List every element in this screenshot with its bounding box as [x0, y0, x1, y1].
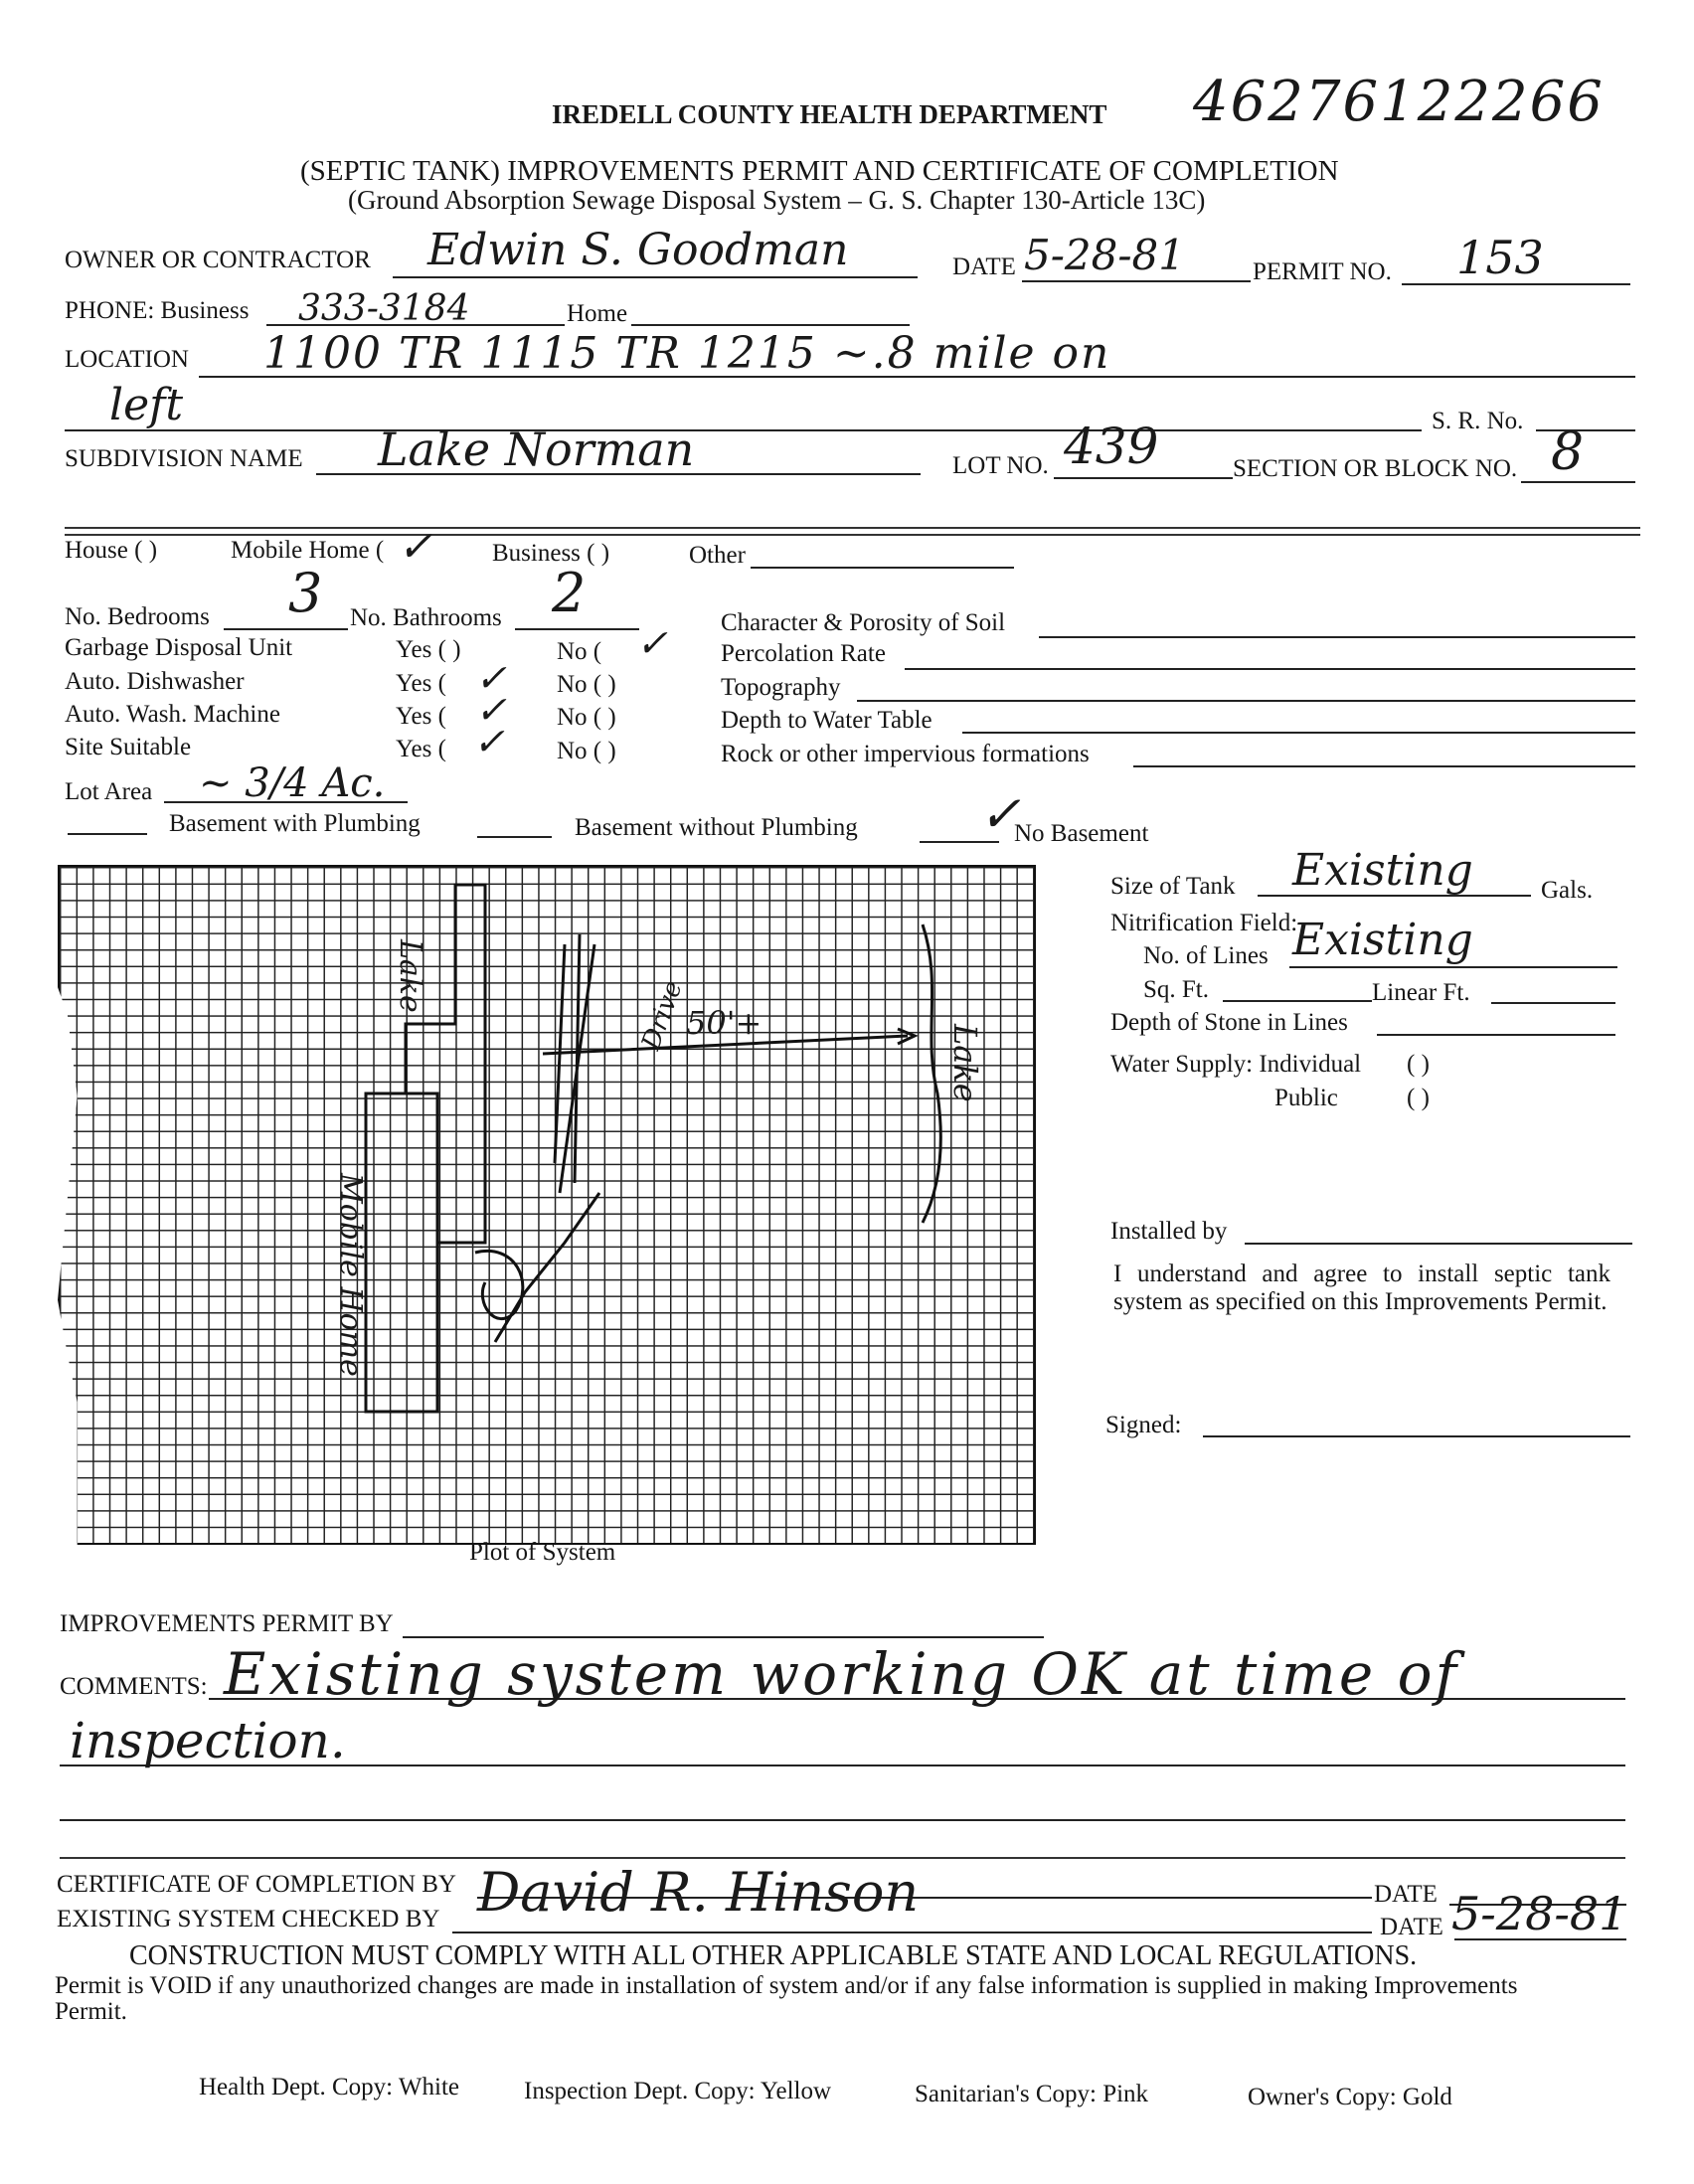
- installed-by-label: Installed by: [1110, 1218, 1228, 1245]
- basement-without-label[interactable]: Basement without Plumbing: [575, 814, 858, 841]
- divider-1: [65, 527, 1640, 529]
- lines-line: [1289, 966, 1617, 968]
- other-line: [751, 567, 1014, 569]
- copy-health: Health Dept. Copy: White: [199, 2074, 459, 2100]
- owner-line: [393, 276, 918, 278]
- date-label: DATE: [952, 253, 1016, 280]
- checked-date-label: DATE: [1380, 1914, 1443, 1940]
- appliance-yes[interactable]: Yes (: [396, 703, 446, 730]
- location-label: LOCATION: [65, 346, 189, 373]
- plot-caption: Plot of System: [469, 1539, 616, 1566]
- gals-label: Gals.: [1541, 877, 1594, 904]
- linear-ft-line: [1491, 1002, 1615, 1004]
- phone-home-label: Home: [567, 300, 628, 327]
- certificate-date-label: DATE: [1374, 1881, 1438, 1908]
- water-individual-paren[interactable]: ( ): [1407, 1051, 1430, 1078]
- tank-size-label: Size of Tank: [1110, 873, 1236, 900]
- mobile-home-shape: [366, 1093, 437, 1412]
- divider-1b: [65, 534, 1640, 536]
- divider-2: [60, 1857, 1625, 1859]
- plot-label: Lake: [393, 939, 427, 1013]
- basement-with-line: [68, 833, 147, 835]
- water-public-label: Public: [1274, 1085, 1338, 1111]
- soil-line: [857, 700, 1635, 702]
- bedrooms-line: [224, 628, 348, 630]
- subdivision-label: SUBDIVISION NAME: [65, 445, 303, 472]
- bathrooms-value[interactable]: 2: [552, 562, 587, 624]
- appliance-label: Garbage Disposal Unit: [65, 634, 293, 661]
- phone-business-value[interactable]: 333-3184: [298, 288, 470, 329]
- basement-with-label[interactable]: Basement with Plumbing: [169, 810, 421, 837]
- stone-depth-label: Depth of Stone in Lines: [1110, 1009, 1348, 1036]
- linear-ft-label: Linear Ft.: [1372, 979, 1470, 1006]
- plot-label: Mobile Home: [333, 1173, 368, 1377]
- lot-area-value[interactable]: ~ 3/4 Ac.: [199, 760, 386, 806]
- signed-line: [1203, 1435, 1630, 1437]
- checked-by-signature[interactable]: David R. Hinson: [477, 1861, 920, 1924]
- appliance-label: Auto. Dishwasher: [65, 668, 245, 695]
- permit-no-value[interactable]: 153: [1456, 231, 1544, 284]
- nitrification-label: Nitrification Field:: [1110, 910, 1298, 936]
- appliance-check: ✓: [473, 720, 505, 763]
- soil-line: [905, 668, 1635, 670]
- stone-depth-line: [1377, 1034, 1615, 1036]
- void-notice: Permit is VOID if any unauthorized changes are made in installation of system and/or if any false information is supplied in making Improvements Permit.: [55, 1972, 1518, 2025]
- lines-value[interactable]: Existing: [1292, 915, 1473, 965]
- soil-label: Rock or other impervious formations: [721, 741, 1090, 767]
- comments-label: COMMENTS:: [60, 1673, 208, 1700]
- bathrooms-line: [515, 628, 639, 630]
- appliance-no[interactable]: No ( ): [557, 704, 616, 731]
- installed-by-line: [1245, 1243, 1632, 1245]
- plot-label: Lake: [946, 1024, 984, 1102]
- plot-label: Drive: [636, 976, 689, 1055]
- date-value[interactable]: 5-28-81: [1024, 231, 1185, 279]
- construction-notice: CONSTRUCTION MUST COMPLY WITH ALL OTHER APPLICABLE STATE AND LOCAL REGULATIONS.: [129, 1940, 1418, 1971]
- tank-size-value[interactable]: Existing: [1292, 845, 1473, 896]
- mobile-home-check: ✓: [398, 522, 433, 571]
- lot-no-value[interactable]: 439: [1064, 418, 1159, 475]
- appliance-check: ✓: [475, 656, 507, 700]
- permit-no-label: PERMIT NO.: [1253, 258, 1392, 285]
- signed-label: Signed:: [1105, 1412, 1182, 1438]
- comments-value-1[interactable]: Existing system working OK at time of: [224, 1640, 1460, 1708]
- business-option[interactable]: Business ( ): [492, 540, 610, 567]
- mobile-home-option[interactable]: Mobile Home (: [231, 537, 385, 564]
- handwritten-record-id: 46276122266: [1193, 70, 1605, 134]
- plot-label: 50'+: [686, 1004, 762, 1042]
- lines-label: No. of Lines: [1143, 942, 1269, 969]
- copy-inspection: Inspection Dept. Copy: Yellow: [524, 2078, 832, 2104]
- drive-lines: [555, 934, 594, 1193]
- appliance-no[interactable]: No ( ): [557, 671, 616, 698]
- copy-owner: Owner's Copy: Gold: [1248, 2084, 1452, 2110]
- sr-no-label: S. R. No.: [1432, 408, 1524, 434]
- soil-label: Depth to Water Table: [721, 707, 932, 734]
- bathrooms-label: No. Bathrooms: [350, 604, 502, 631]
- appliance-no[interactable]: No (: [557, 638, 602, 665]
- soil-line: [962, 732, 1635, 734]
- lot-outline: [437, 1123, 485, 1243]
- checked-by-label: EXISTING SYSTEM CHECKED BY: [57, 1906, 440, 1932]
- location-value[interactable]: 1100 TR 1115 TR 1215 ~.8 mile on: [263, 328, 1111, 379]
- lake-shore: [923, 924, 940, 1223]
- department-name: IREDELL COUNTY HEALTH DEPARTMENT: [552, 99, 1107, 129]
- house-option[interactable]: House ( ): [65, 537, 158, 564]
- permit-by-label: IMPROVEMENTS PERMIT BY: [60, 1610, 394, 1637]
- appliance-yes[interactable]: Yes ( ): [396, 636, 461, 663]
- soil-line: [1133, 765, 1635, 767]
- checked-date-value[interactable]: 5-28-81: [1451, 1887, 1628, 1940]
- comments-value-2[interactable]: inspection.: [70, 1712, 346, 1769]
- phone-home-line: [631, 324, 910, 326]
- section-label: SECTION OR BLOCK NO.: [1233, 455, 1518, 482]
- soil-label: Character & Porosity of Soil: [721, 609, 1006, 636]
- line-sketch: [495, 1193, 599, 1342]
- appliance-yes[interactable]: Yes (: [396, 670, 446, 697]
- plot-sketch: [58, 865, 1032, 1561]
- owner-label: OWNER OR CONTRACTOR: [65, 247, 371, 273]
- location-value-2[interactable]: left: [109, 380, 184, 430]
- section-value[interactable]: 8: [1551, 422, 1585, 482]
- form-subtitle: (Ground Absorption Sewage Disposal System – G. S. Chapter 130-Article 13C): [348, 185, 1206, 215]
- sqft-line: [1223, 1000, 1372, 1002]
- form-title: (SEPTIC TANK) IMPROVEMENTS PERMIT AND CERTIFICATE OF COMPLETION: [300, 155, 1339, 187]
- appliance-yes[interactable]: Yes (: [396, 736, 446, 762]
- checked-by-line: [452, 1932, 1372, 1933]
- soil-line: [1039, 636, 1635, 638]
- owner-value[interactable]: Edwin S. Goodman: [427, 225, 849, 275]
- certificate-label: CERTIFICATE OF COMPLETION BY: [57, 1871, 456, 1898]
- soil-label: Topography: [721, 674, 841, 701]
- subdivision-value[interactable]: Lake Norman: [378, 422, 695, 476]
- agreement-text: I understand and agree to install septic tank system as specified on this Improvements Permit.: [1113, 1260, 1610, 1315]
- copy-sanitarian: Sanitarian's Copy: Pink: [915, 2081, 1149, 2107]
- appliance-check: ✓: [475, 688, 507, 732]
- comments-line-3: [60, 1819, 1625, 1821]
- lot-area-label: Lot Area: [65, 778, 153, 805]
- bedrooms-value[interactable]: 3: [288, 562, 323, 624]
- appliance-no[interactable]: No ( ): [557, 738, 616, 764]
- appliance-label: Site Suitable: [65, 734, 192, 760]
- sqft-label: Sq. Ft.: [1143, 976, 1210, 1003]
- location-line-2: [65, 429, 1422, 431]
- no-basement-label[interactable]: No Basement: [1014, 820, 1149, 847]
- other-label: Other: [689, 542, 746, 569]
- phone-business-label: PHONE: Business: [65, 297, 250, 324]
- permit-by-line: [403, 1636, 1044, 1638]
- soil-label: Percolation Rate: [721, 640, 886, 667]
- no-basement-check: ✓: [979, 785, 1021, 843]
- lot-no-label: LOT NO.: [952, 452, 1049, 479]
- water-supply-label: Water Supply: Individual: [1110, 1051, 1362, 1078]
- lot-no-line: [1054, 477, 1233, 479]
- appliance-check: ✓: [636, 621, 668, 665]
- appliance-label: Auto. Wash. Machine: [65, 701, 280, 728]
- basement-without-line: [477, 836, 552, 838]
- water-public-paren[interactable]: ( ): [1407, 1085, 1430, 1111]
- date-line: [1022, 280, 1251, 282]
- bedrooms-label: No. Bedrooms: [65, 603, 210, 630]
